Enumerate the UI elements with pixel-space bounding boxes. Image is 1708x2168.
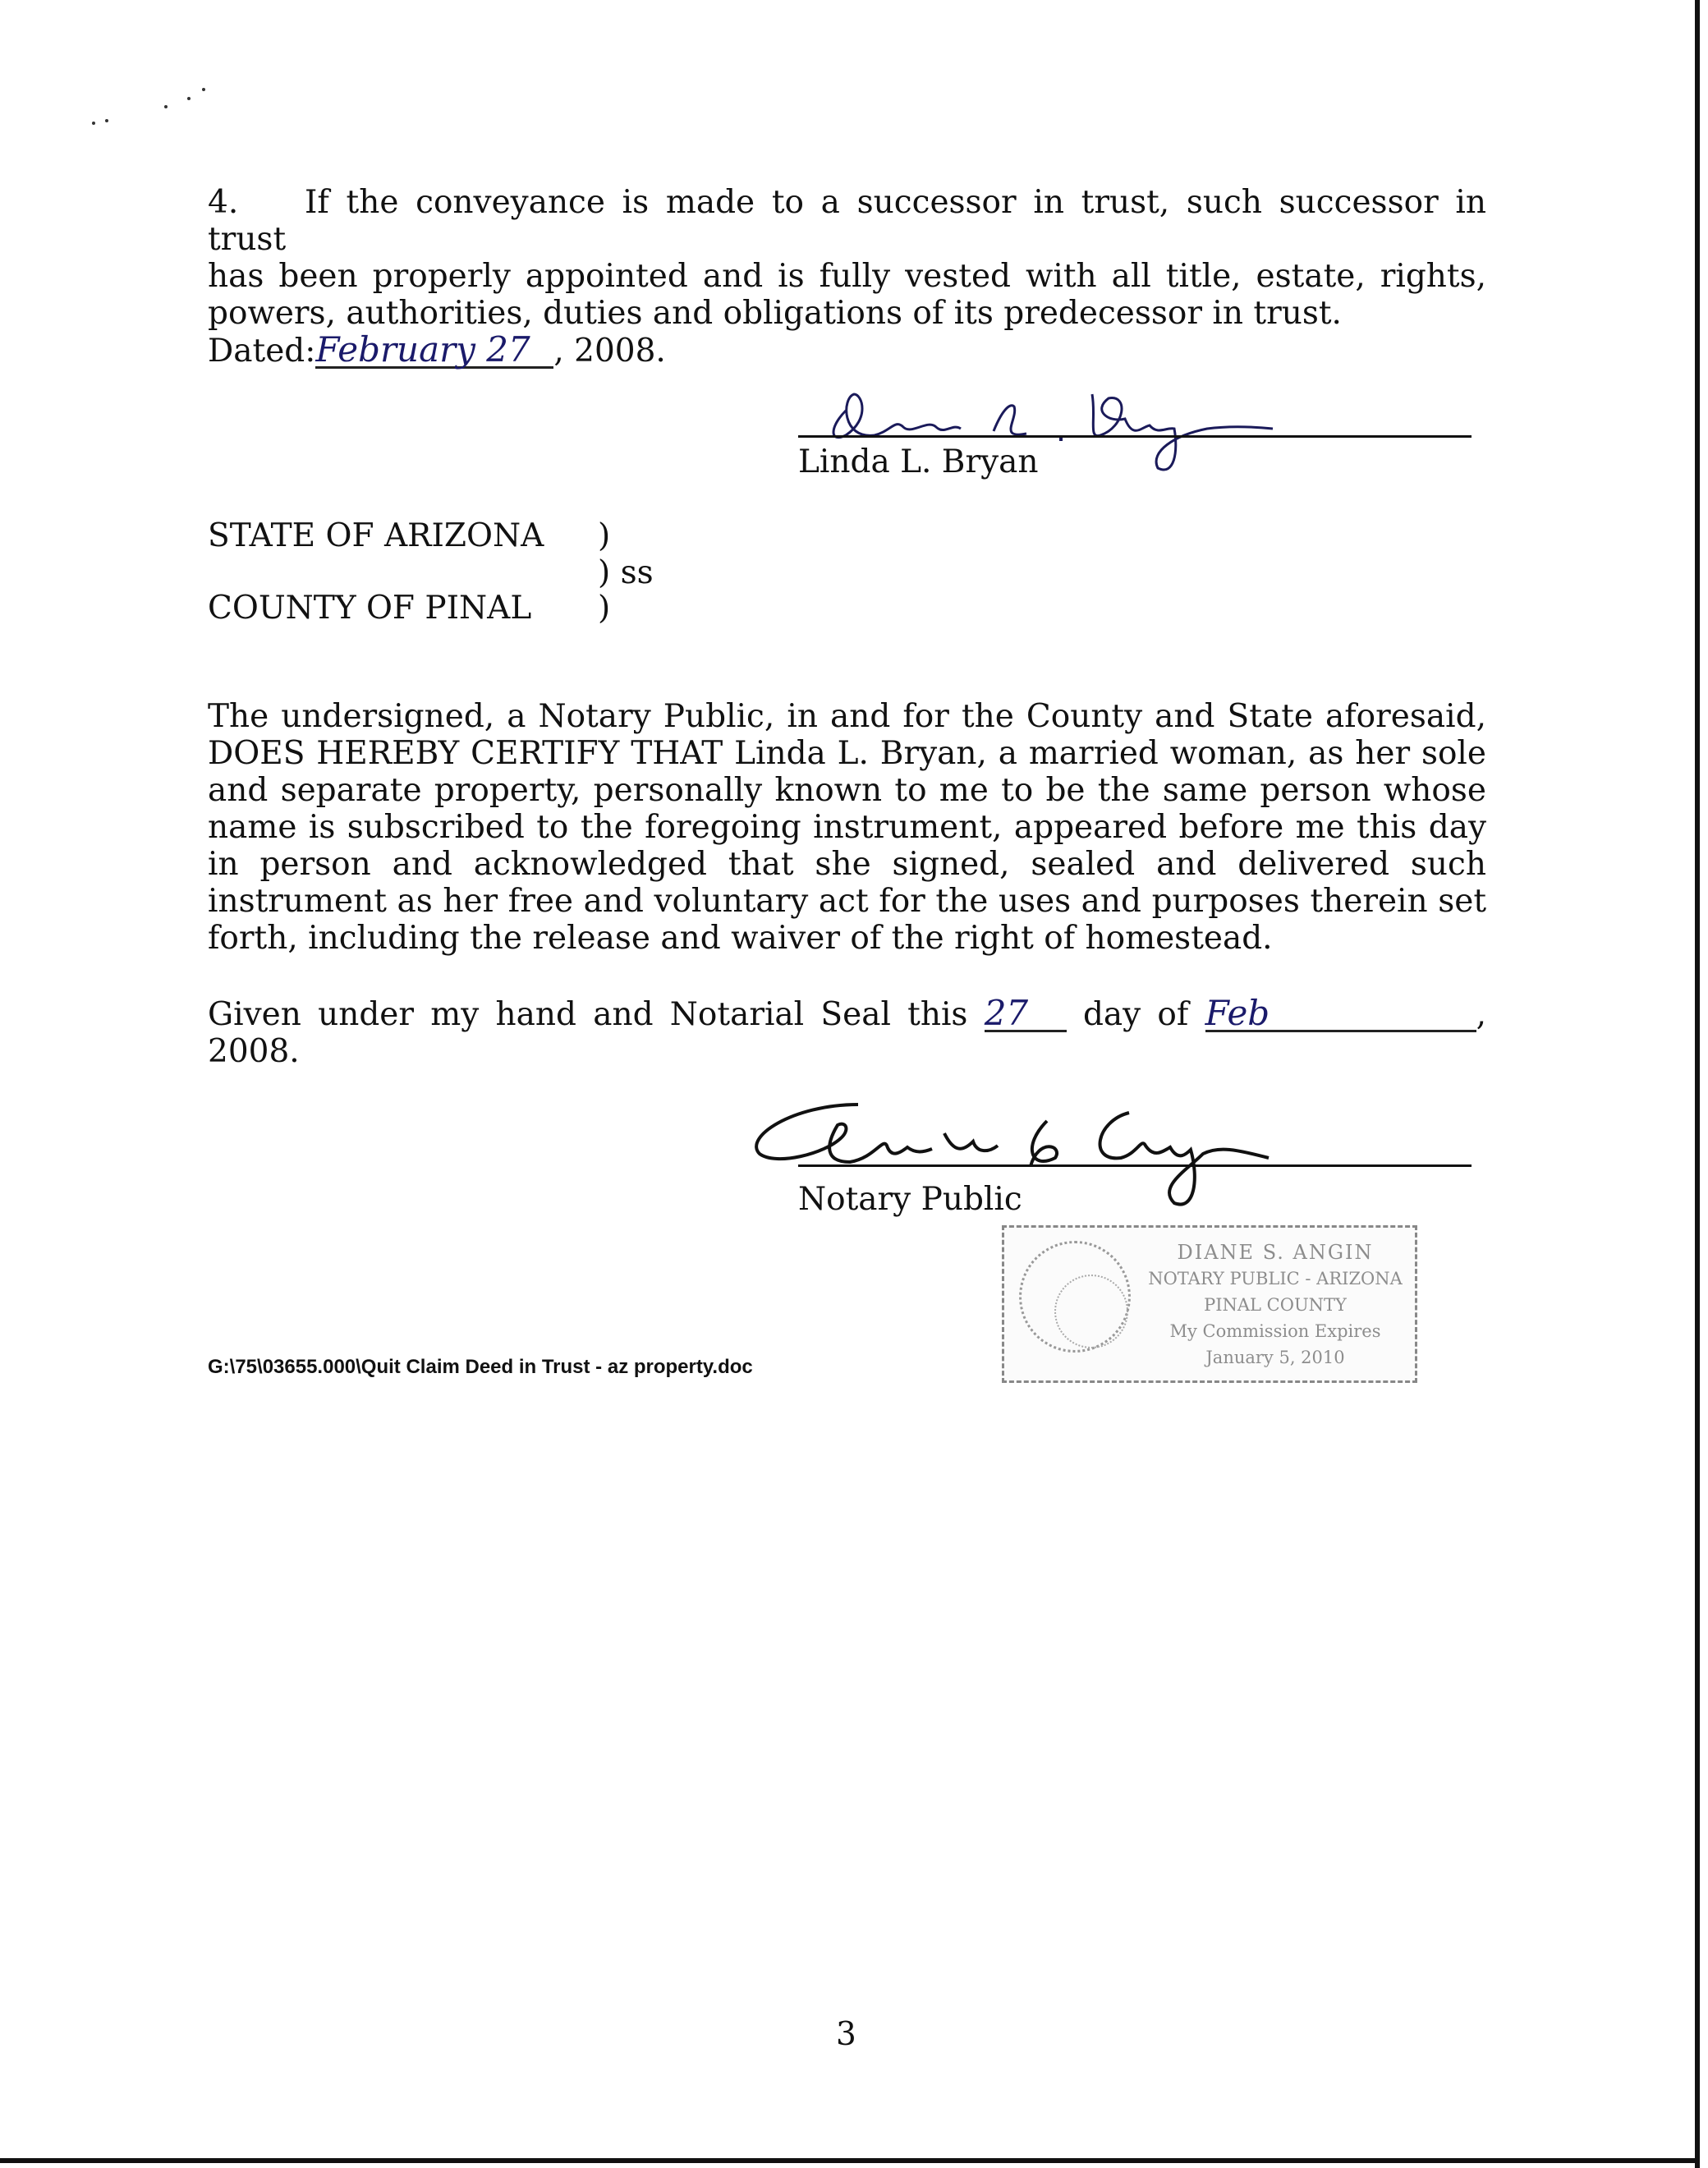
venue-state: STATE OF ARIZONA [208,517,544,554]
given-year: 2008. [208,1033,300,1070]
signer-signature-line [798,435,1472,438]
scan-speck [202,88,205,91]
page-number: 3 [836,2016,856,2053]
certificate-paragraph [208,698,1486,957]
certificate-line: forth, including the release and waiver of the right of homestead. [208,920,1273,957]
notary-stamp-text [1144,1239,1407,1371]
paragraph-4 [208,184,1486,332]
stamp-line: PINAL COUNTY [1204,1295,1347,1315]
venue-paren-3: ) [598,590,611,627]
paragraph-4-line-1-text: If the conveyance is made to a successor in trust, such successor in trust [208,184,1486,258]
handwritten-day: 27 [985,997,1067,1032]
given-line-1 [208,993,1486,1033]
certificate-line: name is subscribed to the foregoing instrument, appeared before me this day [208,809,1486,846]
page-border-right [1695,0,1700,2168]
file-path: G:\75\03655.000\Quit Claim Deed in Trust - az property.doc [208,1356,753,1378]
certificate-line: DOES HEREBY CERTIFY THAT Linda L. Bryan, a married woman, as her sole [208,735,1486,772]
paragraph-4-line-2: has been properly appointed and is fully vested with all title, estate, rights, [208,258,1486,295]
dated-line [208,329,666,370]
dated-year: , 2008. [553,333,666,370]
notary-signature-line [798,1164,1472,1167]
given-clause [208,993,1486,1070]
stamp-line: DIANE S. ANGIN [1177,1241,1374,1264]
given-day-of: day of [1082,996,1189,1033]
dated-label: Dated: [208,333,316,370]
scan-speck [164,105,168,108]
stamp-line: My Commission Expires [1169,1321,1381,1341]
notary-stamp [1002,1225,1417,1383]
given-comma: , [1476,996,1486,1033]
scan-speck [92,122,95,125]
handwritten-date: February 27 [315,333,553,369]
certificate-line: The undersigned, a Notary Public, in and for the County and State aforesaid, [208,698,1486,735]
page-border-bottom [0,2158,1700,2163]
notary-public-label: Notary Public [798,1181,1022,1218]
stamp-line: NOTARY PUBLIC - ARIZONA [1148,1269,1403,1288]
paragraph-number: 4. [208,184,239,221]
venue-paren-1: ) [598,517,611,554]
notary-seal-icon [1019,1241,1131,1353]
paragraph-4-line-1 [208,184,1486,258]
certificate-line: instrument as her free and voluntary act for the uses and purposes therein set [208,883,1486,920]
paragraph-4-line-3: powers, authorities, duties and obligations of its predecessor in trust. [208,295,1342,332]
venue-ss: ) ss [598,554,654,591]
signer-name: Linda L. Bryan [798,443,1039,480]
given-text: Given under my hand and Notarial Seal this [208,996,968,1033]
handwritten-month: Feb [1205,997,1476,1032]
certificate-line: in person and acknowledged that she signed, sealed and delivered such [208,846,1486,883]
certificate-line: and separate property, personally known to me to be the same person whose [208,772,1486,809]
venue-county: COUNTY OF PINAL [208,590,532,627]
scan-speck [187,97,191,100]
stamp-line: January 5, 2010 [1205,1348,1345,1367]
scan-speck [105,119,108,122]
